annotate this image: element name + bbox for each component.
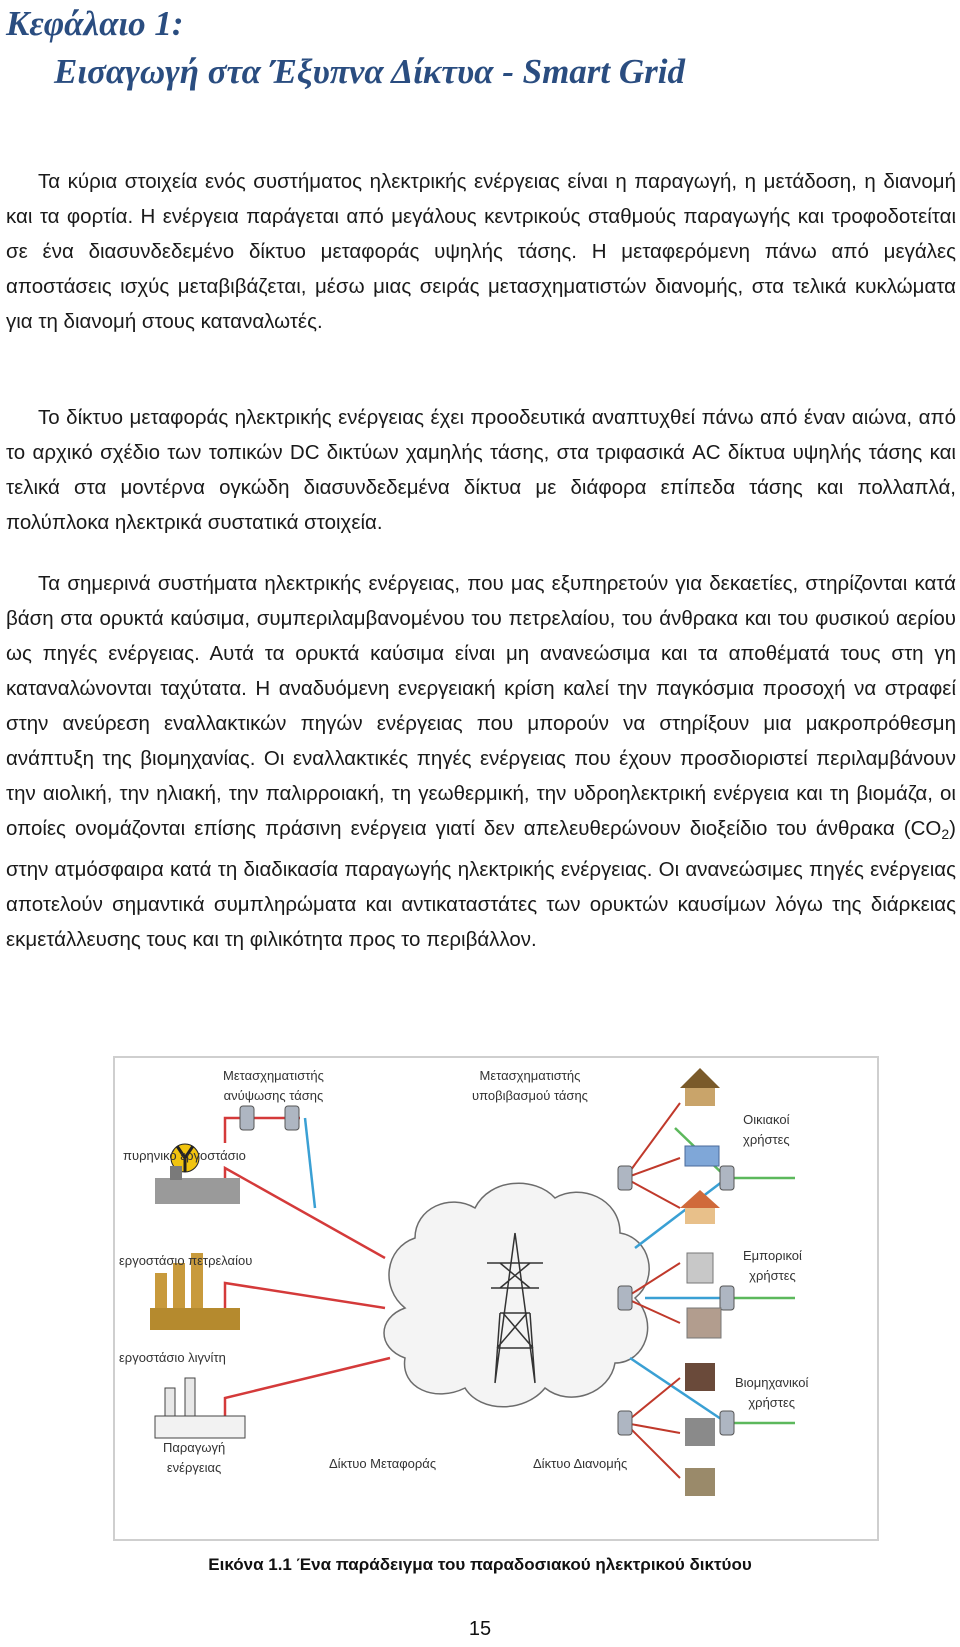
step-up-transformer-label: Μετασχηματιστής ανύψωσης τάσης [223, 1068, 324, 1103]
chapter-heading-line1: Κεφάλαιο 1: [6, 4, 184, 43]
solar-house-icon [685, 1146, 719, 1166]
chapter-heading [6, 0, 685, 96]
commercial-building-icon [687, 1253, 721, 1338]
generation-lines [225, 1118, 390, 1428]
grid-diagram-figure [113, 1056, 879, 1541]
generation-label: Παραγωγή ενέργειας [163, 1440, 226, 1475]
chapter-heading-line2: Εισαγωγή στα Έξυπνα Δίκτυα - Smart Grid [54, 52, 686, 91]
transmission-cloud [384, 1183, 649, 1407]
figure-caption: Εικόνα 1.1 Ένα παράδειγμα του παραδοσιακού ηλεκτρικού δικτύου [208, 1555, 752, 1574]
lignite-plant-icon [155, 1378, 245, 1438]
paragraph-2: Το δίκτυο μεταφοράς ηλεκτρικής ενέργειας έχει προοδευτικά αναπτυχθεί πάνω από έναν αιώνα, από το αρχικό σχέδιο των τοπικών DC δικτύων χαμηλής τάσης, στα τριφασικά AC δίκτυα υψηλής τάσης και τελικά στα μοντέρνα ογκώδη διασυνδεδεμένα δίκτυα με διάφορα επίπεδα τάσης και πολλαπλά, πολύπλοκα ηλεκτρικά συστατικά στοιχεία. [6, 406, 956, 534]
oil-plant-label: εργοστάσιο πετρελαίου [119, 1253, 253, 1268]
paragraph-3-part-a: Τα σημερινά συστήματα ηλεκτρικής ενέργειας, που μας εξυπηρετούν για δεκαετίες, στηρίζονται κατά βάση στα ορυκτά καύσιμα, συμπεριλαμβανομένου του πετρελαίου, του άνθρακα και του φυσικού αερίου ως πηγές ενέργειας. Αυτά τα ορυκτά καύσιμα είναι μη ανανεώσιμα και τα αποθέματά τους στη γη καταναλώνονται ταχύτατα. Η αναδυόμενη ενεργειακή κρίση καλεί την παγκόσμια προσοχή να στραφεί στην ανεύρεση εναλλακτικών πηγών ενέργειας που μπορούν να στηρίξουν μια μακροπρόθεσμη ανάπτυξη της βιομηχανίας. Οι εναλλακτικές πηγές ενέργειας που έχουν προσδιοριστεί περιλαμβάνουν την αιολική, την ηλιακή, την παλιρροιακή, τη γεωθερμική, την υδροηλεκτρική ενέργεια και τη βιομάζα, οι οποίες ονομάζονται επίσης πράσινη ενέργεια γιατί δεν απελευθερώνουν διοξείδιο του άνθρακα (CO [6, 572, 956, 840]
home-icon [680, 1190, 720, 1224]
nuclear-plant-label: πυρηνικό εργοστάσιο [123, 1148, 246, 1163]
step-down-transformer-label: Μετασχηματιστής υποβιβασμού τάσης [472, 1068, 588, 1103]
page-number: 15 [468, 1618, 492, 1640]
lignite-plant-label: εργοστάσιο λιγνίτη [119, 1350, 226, 1365]
distribution-network-label: Δίκτυο Διανομής [533, 1456, 628, 1471]
commercial-users-label: Εμπορικοί χρήστες [743, 1248, 802, 1283]
residential-users-label: Οικιακοί χρήστες [743, 1112, 790, 1147]
paragraph-3-part-b: ) στην ατμόσφαιρα κατά τη διαδικασία παραγωγής ηλεκτρικής ενέργειας. Οι ανανεώσιμες πηγές ενέργειας αποτελούν σημαντικά συμπληρώματα και αντικαταστάτες των ορυκτών καυσίμων λόγω της διάρκειας εκμετάλλευσης τους και τη φιλικότητα προς το περιβάλλον. [6, 817, 956, 951]
transmission-network-label: Δίκτυο Μεταφοράς [329, 1456, 437, 1471]
co2-subscript: 2 [941, 826, 950, 842]
industrial-icon [685, 1363, 715, 1496]
house-icon [680, 1068, 720, 1106]
paragraph-3 [6, 566, 956, 957]
paragraph-1: Τα κύρια στοιχεία ενός συστήματος ηλεκτρικής ενέργειας είναι η παραγωγή, η μετάδοση, η διανομή και τα φορτία. Η ενέργεια παράγεται από μεγάλους κεντρικούς σταθμούς παραγωγής και τροφοδοτείται σε ένα διασυνδεδεμένο δίκτυο μεταφοράς υψηλής τάσης. Η μεταφερόμενη πάνω από μεγάλες αποστάσεις ισχύς μεταβιβάζεται, μέσω μιας σειράς μετασχηματιστών διανομής, στα τελικά κυκλώματα για τη διανομή στους καταναλωτές. [6, 170, 956, 333]
industrial-users-label: Βιομηχανικοί χρήστες [735, 1375, 809, 1410]
